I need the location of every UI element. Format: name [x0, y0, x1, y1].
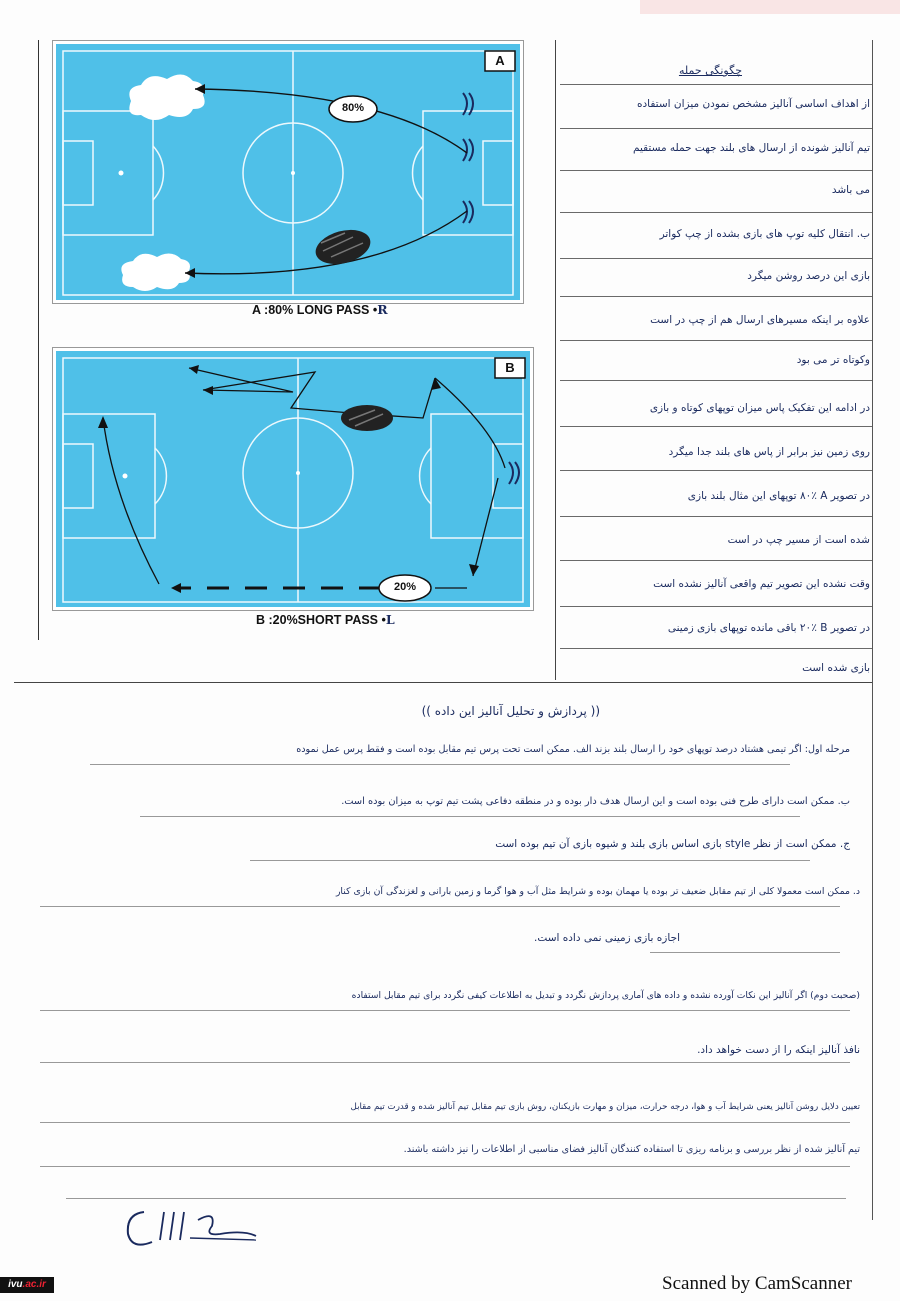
note-line: می باشد — [831, 184, 870, 196]
rule-line — [90, 764, 790, 765]
analysis-line: د. ممکن است معمولا کلی از تیم مقابل ضعیف تر بوده یا مهمان بوده و شرایط مثل آب و هوا گرما و زمین بارانی و لغزندگی آن بازی کنار — [335, 886, 860, 897]
signature — [120, 1200, 260, 1260]
rule-line — [560, 84, 872, 85]
caption-b-text: B :20%SHORT PASS • — [256, 613, 386, 627]
analysis-line: ب. ممکن است دارای طرح فنی بوده است و این ارسال هدف دار بوده و در منطقه دفاعی پشت تیم توپ به میزان بوده است. — [341, 796, 850, 807]
logo-suffix: .ac.ir — [22, 1279, 46, 1290]
note-line: ب. انتقال کلیه توپ های بازی بشده از چپ کواتر — [659, 228, 870, 240]
analysis-line: ج. ممکن است از نظر style بازی اساس بازی بلند و شیوه بازی آن تیم بوده است — [495, 838, 850, 850]
diagram-b-caption — [256, 612, 395, 627]
logo-main: ivu — [8, 1279, 23, 1290]
note-heading: چگونگی حمله — [678, 64, 742, 77]
rule-line — [560, 426, 872, 427]
rule-line — [40, 1010, 850, 1011]
note-line: در تصویر B ٪٢٠ باقی مانده توپهای بازی زمینی — [667, 622, 870, 634]
note-line: شده است از مسیر چپ در است — [727, 534, 870, 546]
rule-line — [560, 516, 872, 517]
diagram-a-caption — [252, 302, 388, 317]
note-line: وکوتاه تر می بود — [796, 354, 870, 366]
ivu-logo — [0, 1277, 54, 1293]
diagram-b-percent: 20% — [393, 581, 417, 593]
analysis-line: نافذ آنالیز اینکه را از دست خواهد داد. — [697, 1044, 860, 1056]
diagram-a — [52, 40, 524, 304]
rule-line — [40, 906, 840, 907]
rule-line — [560, 380, 872, 381]
rule-line — [650, 952, 840, 953]
analysis-line: مرحله اول: اگر تیمی هشتاد درصد توپهای خود را ارسال بلند بزند الف. ممکن است تحت پرس تیم مقابل بوده است و فقط پرس عمل نموده — [296, 744, 850, 755]
analysis-heading: (( پردازش و تحلیل آنالیز این داده )) — [421, 704, 600, 718]
analysis-line: تیم آنالیز شده از نظر بررسی و برنامه ریزی تا استفاده کنندگان آنالیز فضای مناسبی از اطلاعات را نیز داشته باشند. — [403, 1144, 860, 1155]
rule-line — [560, 470, 872, 471]
note-line: از اهداف اساسی آنالیز مشخص نمودن میزان استفاده — [636, 98, 870, 110]
note-line: علاوه بر اینکه مسیرهای ارسال هم از چپ در است — [650, 314, 870, 326]
scanner-watermark: Scanned by CamScanner — [662, 1273, 852, 1294]
rule-line — [560, 128, 872, 129]
left-frame-line — [38, 40, 39, 640]
rule-line — [40, 1166, 850, 1167]
rule-line — [560, 258, 872, 259]
diagram-b-field — [53, 348, 533, 610]
rule-line — [560, 212, 872, 213]
diagram-a-field — [53, 41, 523, 303]
note-line: روی زمین نیز برابر از پاس های بلند جدا میگرد — [668, 446, 870, 458]
rule-line — [560, 560, 872, 561]
rule-line — [560, 340, 872, 341]
rule-line — [560, 606, 872, 607]
note-line: بازی این درصد روشن میگرد — [747, 270, 870, 282]
top-edge-mark — [640, 0, 900, 14]
caption-b-mark: L — [385, 612, 395, 627]
section-separator — [14, 682, 872, 683]
diagram-b — [52, 347, 534, 611]
note-line: بازی شده است — [802, 662, 870, 674]
diagram-b-label: B — [505, 360, 515, 375]
note-line: در تصویر A ٪٨٠ توپهای این مثال بلند بازی — [687, 490, 870, 502]
divider-line — [555, 40, 556, 680]
analysis-line: تعیین دلایل روشن آنالیز یعنی شرایط آب و هوا، درجه حرارت، میزان و مهارت بازیکنان، روش بازی تیم مقابل تیم آنالیز شده و قدرت تیم مقابل — [350, 1102, 860, 1112]
rule-line — [66, 1198, 846, 1199]
note-line: وقت نشده این تصویر تیم واقعی آنالیز نشده است — [653, 578, 870, 590]
caption-a-mark: R — [377, 302, 388, 317]
diagram-a-label: A — [495, 53, 505, 68]
note-line: تیم آنالیز شونده از ارسال های بلند جهت حمله مستقیم — [632, 142, 870, 154]
rule-line — [560, 170, 872, 171]
ball — [341, 405, 393, 431]
rule-line — [560, 296, 872, 297]
caption-a-text: A :80% LONG PASS • — [252, 303, 378, 317]
right-frame-line — [872, 40, 873, 1220]
note-line: در ادامه این تفکیک پاس میزان توپهای کوتاه و بازی — [649, 402, 870, 414]
analysis-line: اجازه بازی زمینی نمی داده است. — [534, 932, 680, 944]
diagram-a-percent: 80% — [341, 102, 365, 114]
rule-line — [250, 860, 810, 861]
rule-line — [560, 648, 872, 649]
rule-line — [40, 1062, 850, 1063]
analysis-line: (صحبت دوم) اگر آنالیز این نکات آورده نشده و داده های آماری پردازش نگردد و تبدیل به اطلاعات کیفی نگردد برای تیم مقابل استفاده — [351, 990, 860, 1001]
rule-line — [140, 816, 800, 817]
rule-line — [40, 1122, 850, 1123]
